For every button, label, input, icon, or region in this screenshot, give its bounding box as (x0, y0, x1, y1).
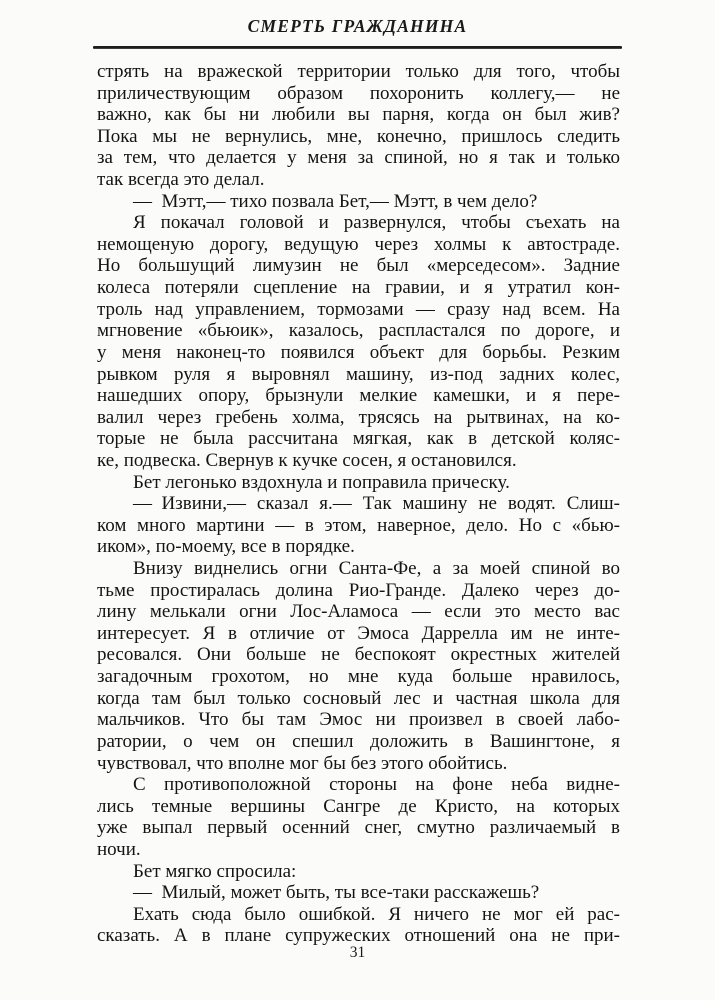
running-header-title: СМЕРТЬ ГРАЖДАНИНА (247, 16, 468, 36)
text-line: мальчиков. Что бы там Эмос ни произвел в своей лабо- (97, 709, 620, 731)
text-line: торые не была рассчитана мягкая, как в детской коляс- (97, 428, 620, 450)
paragraph (97, 472, 620, 494)
paragraph (97, 904, 620, 947)
text-line: Внизу виднелись огни Санта-Фе, а за моей спиной во (133, 558, 620, 580)
text-line: Бет мягко спросила: (133, 860, 297, 882)
text-line: приличествующим образом похоронить коллегу,— не (97, 82, 620, 104)
header-rule-divider (93, 46, 622, 49)
paragraph (97, 882, 620, 904)
text-line: чувствовал, что вполне мог бы без этого обойтись. (97, 752, 508, 774)
text-line: уже выпал первый осенний снег, смутно различаемый в (97, 817, 620, 839)
text-line: Ехать сюда было ошибкой. Я ничего не мог ей рас- (133, 903, 620, 925)
text-line: за тем, что делается у меня за спиной, но я так и только (97, 147, 620, 169)
paragraph (97, 558, 620, 774)
text-line: Бет легонько вздохнула и поправила прическу. (133, 471, 510, 493)
paragraph (97, 212, 620, 471)
text-line: — Мэтт,— тихо позвала Бет,— Мэтт, в чем дело? (133, 190, 538, 212)
text-line: — Извини,— сказал я.— Так машину не водят. Слиш- (133, 493, 620, 515)
text-line: Пока мы не вернулись, мне, конечно, пришлось следить (97, 125, 620, 147)
paragraph (97, 493, 620, 558)
text-line: лину мелькали огни Лос-Аламоса — если это место вас (97, 601, 620, 623)
body-text (97, 61, 620, 947)
text-line: С противоположной стороны на фоне неба видне- (133, 774, 620, 796)
text-line: ресовался. Они больше не беспокоят окрестных жителей (97, 644, 620, 666)
text-line: сказать. А в плане супружеских отношений она не при- (97, 925, 620, 947)
text-line: важно, как бы ни любили вы парня, когда он был жив? (97, 104, 620, 126)
text-line: у меня наконец-то появился объект для борьбы. Резким (97, 341, 620, 363)
text-line: ке, подвеска. Свернув к кучке сосен, я остановился. (97, 449, 517, 471)
text-line: — Милый, может быть, ты все-таки расскажешь? (133, 882, 540, 904)
text-line: так всегда это делал. (97, 169, 265, 191)
text-line: интересует. Я в отличие от Эмоса Даррелла им не инте- (97, 622, 620, 644)
text-line: ночи. (97, 838, 141, 860)
text-line: рывком руля я выровнял машину, из-под задних колес, (97, 363, 620, 385)
text-line: мгновение «бьюик», казалось, распластался по дороге, и (97, 320, 620, 342)
text-line: Я покачал головой и развернулся, чтобы съехать на (133, 212, 620, 234)
text-line: когда там был только сосновый лес и частная школа для (97, 687, 620, 709)
text-line: ратории, о чем он спешил доложить в Вашингтоне, я (97, 730, 620, 752)
paragraph (97, 861, 620, 883)
paragraph (97, 61, 620, 191)
text-line: стрять на вражеской территории только для того, чтобы (97, 61, 620, 82)
text-line: лись темные вершины Сангре де Кристо, на которых (97, 795, 620, 817)
text-line: ком много мартини — в этом, наверное, дело. Но с «бью- (97, 514, 620, 536)
text-line: тьме простиралась долина Рио-Гранде. Далеко через до- (97, 579, 620, 601)
text-line: иком», по-моему, все в порядке. (97, 536, 355, 558)
text-line: валил через гребень холма, трясясь на рытвинах, на ко- (97, 406, 620, 428)
page-number: 31 (349, 944, 366, 961)
text-line: нашедших опору, брызнули мелкие камешки, и я пере- (97, 385, 620, 407)
text-line: колеса потеряли сцепление на гравии, и я утратил кон- (97, 277, 620, 299)
text-line: загадочным грохотом, но мне куда больше нравилось, (97, 666, 620, 688)
text-line: Но большущий лимузин не был «мерседесом». Задние (97, 255, 620, 277)
paragraph (97, 191, 620, 213)
text-line: троль над управлением, тормозами — сразу над всем. На (97, 298, 620, 320)
text-line: немощеную дорогу, ведущую через холмы к автостраде. (97, 233, 620, 255)
paragraph (97, 774, 620, 860)
